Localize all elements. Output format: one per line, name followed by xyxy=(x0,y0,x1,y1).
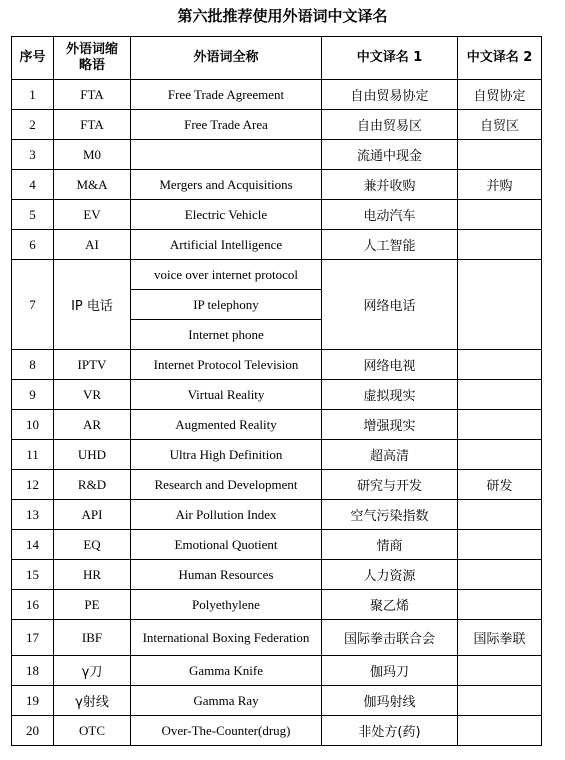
row-full-name: voice over internet protocol xyxy=(131,260,322,290)
row-abbreviation: PE xyxy=(54,590,131,620)
row-full-name xyxy=(131,140,322,170)
table-row xyxy=(12,590,542,620)
table-row xyxy=(12,470,542,500)
row-chinese-name-2 xyxy=(458,500,542,530)
row-number: 19 xyxy=(12,686,54,716)
row-chinese-name-1: 空气污染指数 xyxy=(322,500,458,530)
row-number: 1 xyxy=(12,80,54,110)
row-chinese-name-2 xyxy=(458,200,542,230)
row-full-name: Free Trade Area xyxy=(131,110,322,140)
row-full-name: Artificial Intelligence xyxy=(131,230,322,260)
table-row xyxy=(12,170,542,200)
row-abbreviation: UHD xyxy=(54,440,131,470)
header-cn2: 中文译名 2 xyxy=(458,37,542,80)
row-chinese-name-2 xyxy=(458,230,542,260)
row-number: 17 xyxy=(12,620,54,656)
row-chinese-name-2: 研发 xyxy=(458,470,542,500)
table-row xyxy=(12,530,542,560)
row-chinese-name-1: 人工智能 xyxy=(322,230,458,260)
table-row xyxy=(12,620,542,656)
header-full: 外语词全称 xyxy=(131,37,322,80)
row-number: 11 xyxy=(12,440,54,470)
row-full-name: Polyethylene xyxy=(131,590,322,620)
row-chinese-name-2 xyxy=(458,380,542,410)
row-number: 2 xyxy=(12,110,54,140)
row-chinese-name-1: 增强现实 xyxy=(322,410,458,440)
row-chinese-name-2 xyxy=(458,686,542,716)
table-header-row xyxy=(12,37,542,80)
row-abbreviation: HR xyxy=(54,560,131,590)
row-full-name: Gamma Ray xyxy=(131,686,322,716)
row-chinese-name-1: 研究与开发 xyxy=(322,470,458,500)
row-chinese-name-2: 国际拳联 xyxy=(458,620,542,656)
row-abbreviation: IP 电话 xyxy=(54,260,131,350)
row-abbreviation: IBF xyxy=(54,620,131,656)
row-abbreviation: γ刀 xyxy=(54,656,131,686)
row-number: 9 xyxy=(12,380,54,410)
row-chinese-name-1: 虚拟现实 xyxy=(322,380,458,410)
row-chinese-name-1: 网络电话 xyxy=(322,260,458,350)
row-chinese-name-2 xyxy=(458,410,542,440)
row-abbreviation: M0 xyxy=(54,140,131,170)
row-full-name: Virtual Reality xyxy=(131,380,322,410)
row-abbreviation: γ射线 xyxy=(54,686,131,716)
row-chinese-name-2 xyxy=(458,716,542,746)
row-chinese-name-1: 伽玛刀 xyxy=(322,656,458,686)
row-chinese-name-1: 情商 xyxy=(322,530,458,560)
header-no: 序号 xyxy=(12,37,54,80)
row-abbreviation: FTA xyxy=(54,80,131,110)
table-row xyxy=(12,80,542,110)
row-chinese-name-2 xyxy=(458,590,542,620)
row-full-name: Research and Development xyxy=(131,470,322,500)
header-abbr: 外语词缩略语 xyxy=(54,37,131,80)
row-chinese-name-1: 自由贸易协定 xyxy=(322,80,458,110)
table-row xyxy=(12,500,542,530)
row-full-name: Electric Vehicle xyxy=(131,200,322,230)
row-abbreviation: AI xyxy=(54,230,131,260)
table-row xyxy=(12,350,542,380)
table-row xyxy=(12,716,542,746)
row-abbreviation: API xyxy=(54,500,131,530)
table-row xyxy=(12,110,542,140)
row-chinese-name-2: 自贸区 xyxy=(458,110,542,140)
row-chinese-name-1: 自由贸易区 xyxy=(322,110,458,140)
header-cn1: 中文译名 1 xyxy=(322,37,458,80)
row-chinese-name-1: 超高清 xyxy=(322,440,458,470)
row-chinese-name-2 xyxy=(458,440,542,470)
row-full-name: Free Trade Agreement xyxy=(131,80,322,110)
terms-table xyxy=(11,36,542,746)
row-chinese-name-1: 国际拳击联合会 xyxy=(322,620,458,656)
row-chinese-name-1: 兼并收购 xyxy=(322,170,458,200)
row-chinese-name-2 xyxy=(458,140,542,170)
row-full-name: Human Resources xyxy=(131,560,322,590)
row-full-name: IP telephony xyxy=(131,290,322,320)
row-chinese-name-1: 人力资源 xyxy=(322,560,458,590)
row-chinese-name-1: 流通中现金 xyxy=(322,140,458,170)
document-title: 第六批推荐使用外语词中文译名 xyxy=(177,7,388,25)
row-number: 6 xyxy=(12,230,54,260)
row-abbreviation: AR xyxy=(54,410,131,440)
row-abbreviation: OTC xyxy=(54,716,131,746)
row-number: 13 xyxy=(12,500,54,530)
row-chinese-name-2 xyxy=(458,560,542,590)
table-row xyxy=(12,260,542,290)
row-number: 3 xyxy=(12,140,54,170)
row-number: 4 xyxy=(12,170,54,200)
table-row xyxy=(12,230,542,260)
row-full-name: International Boxing Federation xyxy=(131,620,322,656)
row-chinese-name-1: 网络电视 xyxy=(322,350,458,380)
row-number: 8 xyxy=(12,350,54,380)
row-chinese-name-2 xyxy=(458,530,542,560)
table-row xyxy=(12,200,542,230)
table-row xyxy=(12,560,542,590)
row-number: 10 xyxy=(12,410,54,440)
row-chinese-name-1: 伽玛射线 xyxy=(322,686,458,716)
row-full-name: Gamma Knife xyxy=(131,656,322,686)
row-chinese-name-1: 聚乙烯 xyxy=(322,590,458,620)
table-row xyxy=(12,686,542,716)
row-abbreviation: R&D xyxy=(54,470,131,500)
row-full-name: Ultra High Definition xyxy=(131,440,322,470)
row-chinese-name-1: 非处方(药) xyxy=(322,716,458,746)
row-chinese-name-2 xyxy=(458,260,542,350)
row-number: 14 xyxy=(12,530,54,560)
row-number: 18 xyxy=(12,656,54,686)
row-chinese-name-2 xyxy=(458,656,542,686)
row-full-name: Emotional Quotient xyxy=(131,530,322,560)
row-number: 12 xyxy=(12,470,54,500)
row-chinese-name-2 xyxy=(458,350,542,380)
row-full-name: Air Pollution Index xyxy=(131,500,322,530)
row-abbreviation: EV xyxy=(54,200,131,230)
row-number: 20 xyxy=(12,716,54,746)
row-full-name: Internet Protocol Television xyxy=(131,350,322,380)
row-abbreviation: FTA xyxy=(54,110,131,140)
table-row xyxy=(12,380,542,410)
row-number: 15 xyxy=(12,560,54,590)
table-row xyxy=(12,656,542,686)
row-chinese-name-2: 并购 xyxy=(458,170,542,200)
row-chinese-name-2: 自贸协定 xyxy=(458,80,542,110)
table-body xyxy=(12,80,542,746)
row-number: 7 xyxy=(12,260,54,350)
row-chinese-name-1: 电动汽车 xyxy=(322,200,458,230)
table-row xyxy=(12,140,542,170)
row-abbreviation: M&A xyxy=(54,170,131,200)
row-full-name: Internet phone xyxy=(131,320,322,350)
row-full-name: Augmented Reality xyxy=(131,410,322,440)
row-full-name: Over-The-Counter(drug) xyxy=(131,716,322,746)
row-number: 16 xyxy=(12,590,54,620)
row-full-name: Mergers and Acquisitions xyxy=(131,170,322,200)
table-row xyxy=(12,440,542,470)
row-abbreviation: EQ xyxy=(54,530,131,560)
table-row xyxy=(12,410,542,440)
row-abbreviation: VR xyxy=(54,380,131,410)
row-number: 5 xyxy=(12,200,54,230)
row-abbreviation: IPTV xyxy=(54,350,131,380)
